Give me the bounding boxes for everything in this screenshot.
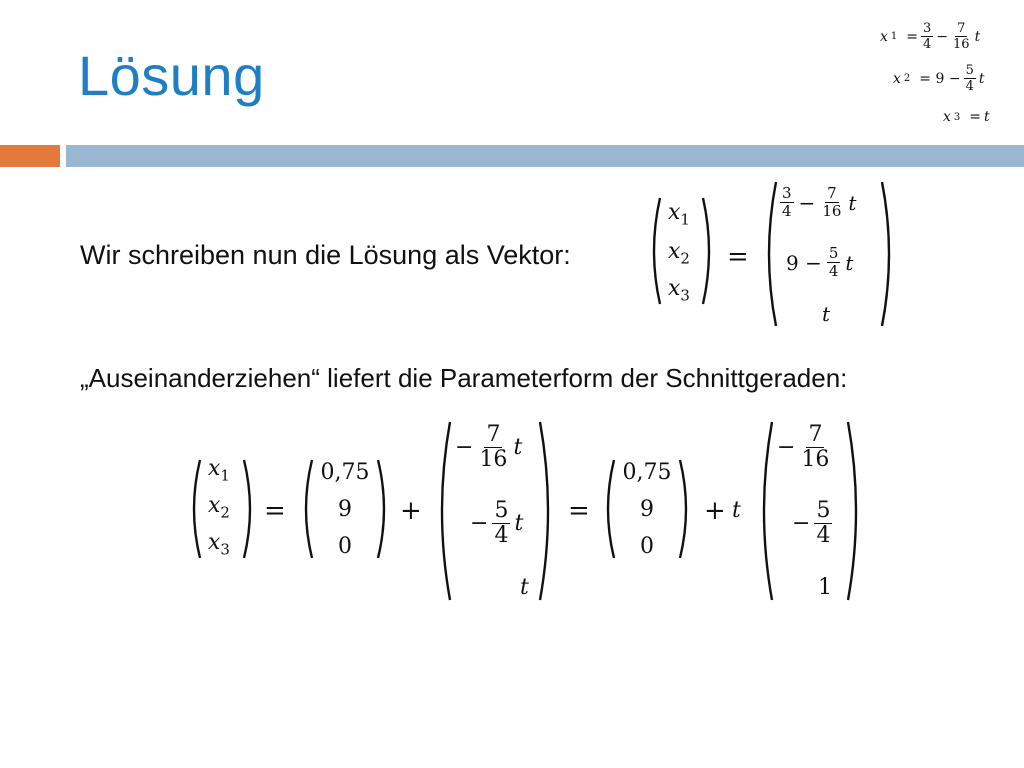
x-var: x	[668, 239, 681, 264]
lhs-sub: 3	[953, 111, 961, 123]
minus: −	[792, 511, 811, 536]
param-var: t	[984, 109, 990, 125]
paren-mid-left	[434, 420, 452, 602]
lhs-sub: 1	[890, 31, 898, 42]
equals: =	[969, 109, 982, 125]
equals: =	[727, 242, 749, 272]
base-entry: 0,75	[622, 460, 672, 485]
denominator: 16	[953, 37, 970, 52]
param-var: t	[513, 435, 523, 460]
param-var: t	[974, 28, 981, 45]
lhs-sub: 2	[903, 73, 911, 84]
equals: =	[906, 28, 919, 45]
denominator: 4	[965, 79, 974, 94]
lhs-var: x	[893, 70, 901, 87]
numerator: 7	[827, 184, 837, 202]
fraction	[814, 500, 832, 547]
sub: 1	[220, 466, 230, 485]
param-t: t	[732, 498, 741, 523]
paren-x-right	[242, 458, 256, 560]
dir-row-1	[777, 424, 831, 471]
sub: 2	[680, 249, 690, 268]
vector-intro-text: Wir schreiben nun die Lösung als Vektor:	[80, 240, 571, 270]
lhs-var: x	[880, 28, 888, 45]
sub: 3	[680, 286, 690, 305]
minus: −	[470, 511, 489, 536]
fraction	[477, 424, 509, 471]
dir-row-3: 1	[818, 575, 832, 600]
denominator: 4	[923, 37, 932, 52]
denominator: 4	[816, 523, 831, 548]
x-var: x	[208, 493, 221, 518]
paren-x-left	[188, 458, 202, 560]
numerator: 7	[808, 422, 823, 447]
x-var: x	[668, 200, 681, 225]
denominator: 4	[494, 523, 509, 548]
dir-row-2	[792, 500, 832, 547]
base-entry: 0	[640, 534, 654, 559]
sub: 1	[680, 210, 690, 229]
minus: −	[455, 435, 474, 460]
fraction	[492, 500, 510, 547]
numerator: 5	[494, 498, 509, 523]
paren-dir-right	[846, 420, 864, 602]
numerator: 5	[816, 498, 831, 523]
x-entry	[208, 456, 230, 484]
x-var: x	[668, 276, 681, 301]
x-entry	[208, 493, 230, 521]
base-entry: 0	[338, 534, 352, 559]
sub: 3	[220, 540, 230, 559]
param-var: t	[845, 250, 854, 275]
denominator: 16	[822, 202, 842, 220]
numerator: 7	[486, 422, 501, 447]
param-var: t	[978, 70, 985, 87]
numerator: 7	[957, 21, 966, 36]
paren-base2-left	[602, 458, 616, 560]
paren-base1-left	[300, 458, 314, 560]
x-var: x	[208, 456, 221, 481]
mid-row-3: t	[520, 575, 529, 600]
denominator: 16	[801, 447, 830, 472]
param-var: t	[848, 190, 857, 215]
numerator: 5	[965, 63, 974, 78]
paren-dir-left	[756, 420, 774, 602]
plus-1: +	[400, 496, 422, 526]
equals-1: =	[264, 496, 286, 526]
base-entry: 9	[640, 497, 654, 522]
minus: −	[777, 435, 796, 460]
plus-2: +	[704, 496, 726, 526]
x-entry	[208, 530, 230, 558]
param-var: t	[514, 511, 524, 536]
numerator: 3	[923, 21, 932, 36]
equals-2: =	[568, 496, 590, 526]
page-title: Lösung	[78, 44, 265, 107]
x-var: x	[208, 530, 221, 555]
rhs-row-3: t	[822, 302, 831, 326]
denominator: 16	[479, 447, 508, 472]
mid-row-1	[455, 424, 522, 471]
denominator: 4	[782, 202, 792, 220]
operator: −	[798, 190, 816, 215]
fraction	[799, 424, 831, 471]
paren-base2-right	[678, 458, 692, 560]
numerator: 5	[828, 244, 839, 262]
base-entry: 0,75	[320, 460, 370, 485]
lhs-var: x	[943, 109, 951, 125]
parameter-form-intro-text: „Auseinanderziehen“ liefert die Parameterform der Schnittgeraden:	[80, 363, 848, 393]
lead-term: 9 −	[786, 250, 822, 275]
mid-row-2	[470, 500, 523, 547]
numerator: 3	[782, 184, 792, 202]
equals: = 9 −	[919, 70, 961, 87]
operator: −	[936, 28, 949, 45]
denominator: 4	[828, 262, 839, 280]
paren-mid-right	[538, 420, 556, 602]
base-entry: 9	[338, 497, 352, 522]
paren-base1-right	[376, 458, 390, 560]
sub: 2	[220, 503, 230, 522]
